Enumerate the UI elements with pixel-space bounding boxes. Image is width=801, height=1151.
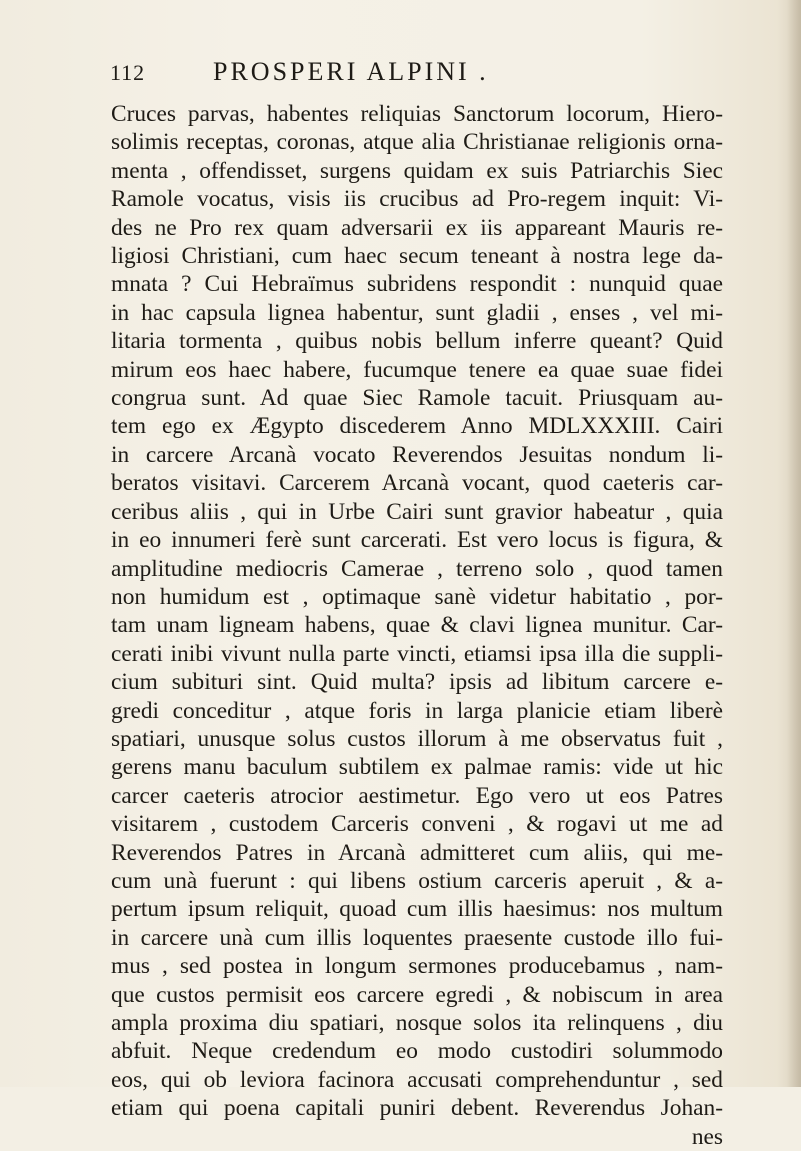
text-line: cum unà fuerunt : qui libens ostium carceris aperuit , & a- bbox=[111, 867, 723, 894]
text-line: gerens manu baculum subtilem ex palmae ramis: vide ut hic bbox=[111, 754, 723, 781]
text-line: carcer caeteris atrocior aestimetur. Ego vero ut eos Patres bbox=[111, 782, 723, 809]
text-line: in hac capsula lignea habentur, sunt gladii , enses , vel mi- bbox=[111, 299, 723, 326]
page-number: 112 bbox=[110, 60, 146, 85]
text-line: beratos visitavi. Carcerem Arcanà vocant, quod caeteris car- bbox=[111, 470, 723, 497]
text-line: litaria tormenta , quibus nobis bellum inferre queant? Quid bbox=[111, 328, 723, 355]
text-line: Ramole vocatus, visis iis crucibus ad Pro-regem inquit: Vi- bbox=[111, 186, 723, 213]
text-line: cerati inibi vivunt nulla parte vincti, etiamsi ipsa illa die suppli- bbox=[111, 640, 723, 667]
text-line: in eo innumeri ferè sunt carcerati. Est vero locus is figura, & bbox=[111, 527, 723, 554]
text-line: in carcere Arcanà vocato Reverendos Jesuitas nondum li- bbox=[111, 441, 723, 468]
page-header bbox=[110, 57, 710, 90]
text-line: des ne Pro rex quam adversarii ex iis appareant Mauris re- bbox=[111, 214, 723, 241]
text-line: tam unam ligneam habens, quae & clavi lignea munitur. Car- bbox=[111, 612, 723, 639]
text-line: tem ego ex Ægypto discederem Anno MDLXXXIII. Cairi bbox=[111, 413, 723, 440]
text-line: Reverendos Patres in Arcanà admitteret cum aliis, qui me- bbox=[111, 839, 723, 866]
text-line: gredi conceditur , atque foris in larga planicie etiam liberè bbox=[111, 697, 723, 724]
text-line: menta , offendisset, surgens quidam ex suis Patriarchis Siec bbox=[111, 157, 723, 184]
text-line: non humidum est , optimaque sanè videtur habitatio , por- bbox=[111, 583, 723, 610]
text-line: spatiari, unusque solus custos illorum à me observatus fuit , bbox=[111, 725, 723, 752]
text-line: mirum eos haec habere, fucumque tenere ea quae suae fidei bbox=[111, 356, 723, 383]
text-line: ligiosi Christiani, cum haec secum teneant à nostra lege da- bbox=[111, 243, 723, 270]
text-line: in carcere unà cum illis loquentes praesente custode illo fui- bbox=[111, 924, 723, 951]
text-line: nes bbox=[691, 1123, 723, 1150]
text-line: pertum ipsum reliquit, quoad cum illis haesimus: nos multum bbox=[111, 896, 723, 923]
text-line: cium subituri sint. Quid multa? ipsis ad libitum carcere e- bbox=[111, 669, 723, 696]
text-line: amplitudine mediocris Camerae , terreno solo , quod tamen bbox=[111, 555, 723, 582]
text-line: abfuit. Neque credendum eo modo custodiri solummodo bbox=[111, 1038, 723, 1065]
text-line: que custos permisit eos carcere egredi , & nobiscum in area bbox=[111, 981, 723, 1008]
text-line: etiam qui poena capitali puniri debent. Reverendus Johan- bbox=[111, 1095, 723, 1122]
text-line: solimis receptas, coronas, atque alia Christianae religionis orna- bbox=[111, 129, 723, 156]
text-line: eos, qui ob leviora facinora accusati comprehenduntur , sed bbox=[111, 1066, 723, 1093]
page-edge-shadow bbox=[787, 0, 801, 1087]
text-line: Cruces parvas, habentes reliquias Sanctorum locorum, Hiero- bbox=[111, 101, 723, 127]
text-line: congrua sunt. Ad quae Siec Ramole tacuit. Priusquam au- bbox=[111, 385, 723, 412]
text-line: mus , sed postea in longum sermones producebamus , nam- bbox=[111, 953, 723, 980]
text-line: mnata ? Cui Hebraïmus subridens respondit : nunquid quae bbox=[111, 271, 723, 298]
text-line: ceribus aliis , qui in Urbe Cairi sunt gravior habeatur , quia bbox=[111, 498, 723, 525]
running-head: PROSPERI ALPINI . bbox=[213, 57, 489, 86]
text-line: visitarem , custodem Carceris conveni , & rogavi ut me ad bbox=[111, 811, 723, 838]
body-text bbox=[111, 100, 723, 1151]
text-line: ampla proxima diu spatiari, nosque solos ita relinquens , diu bbox=[111, 1010, 723, 1036]
